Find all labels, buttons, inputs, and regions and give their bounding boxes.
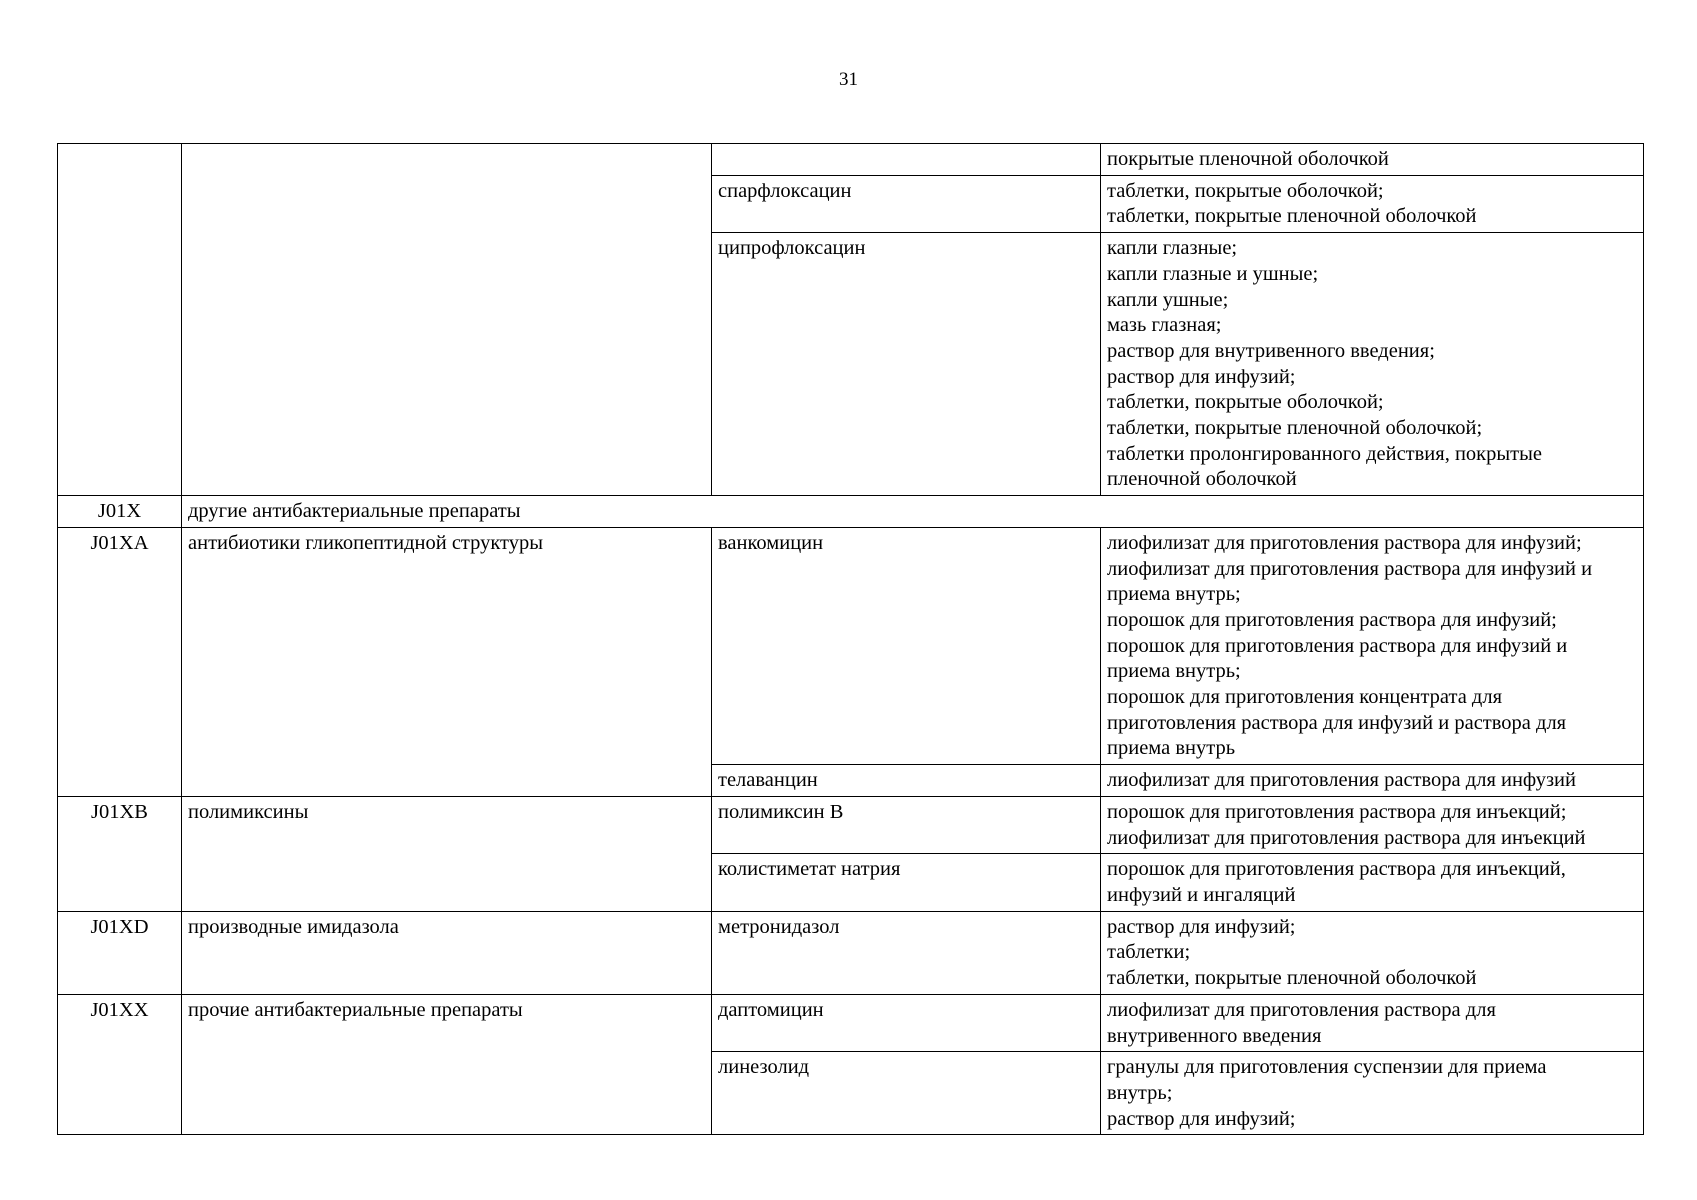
dosage-form-line: гранулы для приготовления суспензии для приема (1107, 1056, 1547, 1079)
drug-name-cell: спарфлоксацин (712, 175, 1101, 232)
dosage-form-cell (1101, 911, 1644, 994)
dosage-form-line: порошок для приготовления концентрата для (1107, 686, 1503, 709)
drug-table (57, 143, 1644, 1135)
dosage-form-line: покрытые пленочной оболочкой (1107, 148, 1389, 170)
dosage-form-line: лиофилизат для приготовления раствора для инъекций (1107, 826, 1586, 849)
dosage-form-line: раствор для внутривенного введения; (1107, 339, 1435, 362)
dosage-form-line: лиофилизат для приготовления раствора для инфузий и (1107, 557, 1593, 580)
dosage-form-line: лиофилизат для приготовления раствора для (1107, 998, 1496, 1021)
dosage-form-line: внутрь; (1107, 1081, 1173, 1104)
drug-name-cell: даптомицин (712, 994, 1101, 1051)
dosage-form-line: раствор для инфузий; (1107, 915, 1296, 938)
dosage-form-line: пленочной оболочкой (1107, 468, 1297, 491)
dosage-form-line: приема внутрь; (1107, 583, 1241, 606)
dosage-form-line: таблетки, покрытые пленочной оболочкой (1107, 967, 1477, 990)
group-name-cell (182, 144, 712, 496)
table-row (58, 527, 1644, 764)
drug-name-cell: колистиметат натрия (712, 854, 1101, 911)
page-number: 31 (839, 69, 858, 90)
group-name-cell: прочие антибактериальные препараты (182, 994, 712, 1135)
dosage-form-line: приготовления раствора для инфузий и раствора для (1107, 711, 1567, 734)
dosage-form-line: раствор для инфузий; (1107, 1107, 1296, 1130)
atc-code-cell: J01XX (58, 994, 182, 1135)
drug-name-cell (712, 144, 1101, 176)
table-row (58, 911, 1644, 994)
dosage-form-line: порошок для приготовления раствора для инфузий; (1107, 608, 1557, 631)
group-name-cell: полимиксины (182, 796, 712, 911)
dosage-form-line: мазь глазная; (1107, 314, 1222, 337)
dosage-form-line: таблетки, покрытые пленочной оболочкой (1107, 205, 1477, 228)
dosage-form-line: внутривенного введения (1107, 1024, 1322, 1047)
dosage-form-line: капли глазные и ушные; (1107, 262, 1319, 285)
atc-code-cell: J01XB (58, 796, 182, 911)
dosage-form-cell (1101, 233, 1644, 496)
dosage-form-line: приема внутрь; (1107, 660, 1241, 683)
dosage-form-line: таблетки; (1107, 941, 1191, 964)
dosage-form-line: раствор для инфузий; (1107, 365, 1296, 388)
dosage-form-cell (1101, 1052, 1644, 1135)
drug-name-cell: ванкомицин (712, 527, 1101, 764)
table-row (58, 496, 1644, 528)
dosage-form-line: таблетки пролонгированного действия, покрытые (1107, 442, 1542, 465)
dosage-form-cell (1101, 796, 1644, 853)
dosage-form-cell (1101, 994, 1644, 1051)
group-name-cell: производные имидазола (182, 911, 712, 994)
dosage-form-cell (1101, 527, 1644, 764)
dosage-form-line: порошок для приготовления раствора для инфузий и (1107, 634, 1568, 657)
table-row (58, 994, 1644, 1051)
group-name-cell: другие антибактериальные препараты (182, 496, 1644, 528)
dosage-form-line: таблетки, покрытые пленочной оболочкой; (1107, 417, 1483, 440)
dosage-form-cell (1101, 175, 1644, 232)
table-row (58, 144, 1644, 176)
drug-name-cell: линезолид (712, 1052, 1101, 1135)
atc-code-cell (58, 144, 182, 496)
drug-name-cell: ципрофлоксацин (712, 233, 1101, 496)
dosage-form-line: капли глазные; (1107, 237, 1238, 260)
dosage-form-line: капли ушные; (1107, 288, 1229, 311)
dosage-form-line: лиофилизат для приготовления раствора для инфузий (1107, 769, 1576, 792)
drug-name-cell: метронидазол (712, 911, 1101, 994)
drug-name-cell: телаванцин (712, 765, 1101, 797)
dosage-form-line: таблетки, покрытые оболочкой; (1107, 179, 1384, 202)
table-row (58, 796, 1644, 853)
dosage-form-line: порошок для приготовления раствора для инъекций; (1107, 800, 1567, 823)
atc-code-cell: J01XA (58, 527, 182, 796)
group-name-cell: антибиотики гликопептидной структуры (182, 527, 712, 796)
dosage-form-cell (1101, 144, 1644, 176)
dosage-form-line: инфузий и ингаляций (1107, 883, 1296, 906)
dosage-form-line: лиофилизат для приготовления раствора для инфузий; (1107, 531, 1582, 554)
dosage-form-line: таблетки, покрытые оболочкой; (1107, 391, 1384, 414)
dosage-form-cell (1101, 765, 1644, 797)
dosage-form-cell (1101, 854, 1644, 911)
dosage-form-line: приема внутрь (1107, 737, 1236, 760)
drug-name-cell: полимиксин В (712, 796, 1101, 853)
dosage-form-line: порошок для приготовления раствора для инъекций, (1107, 858, 1566, 881)
atc-code-cell: J01X (58, 496, 182, 528)
atc-code-cell: J01XD (58, 911, 182, 994)
